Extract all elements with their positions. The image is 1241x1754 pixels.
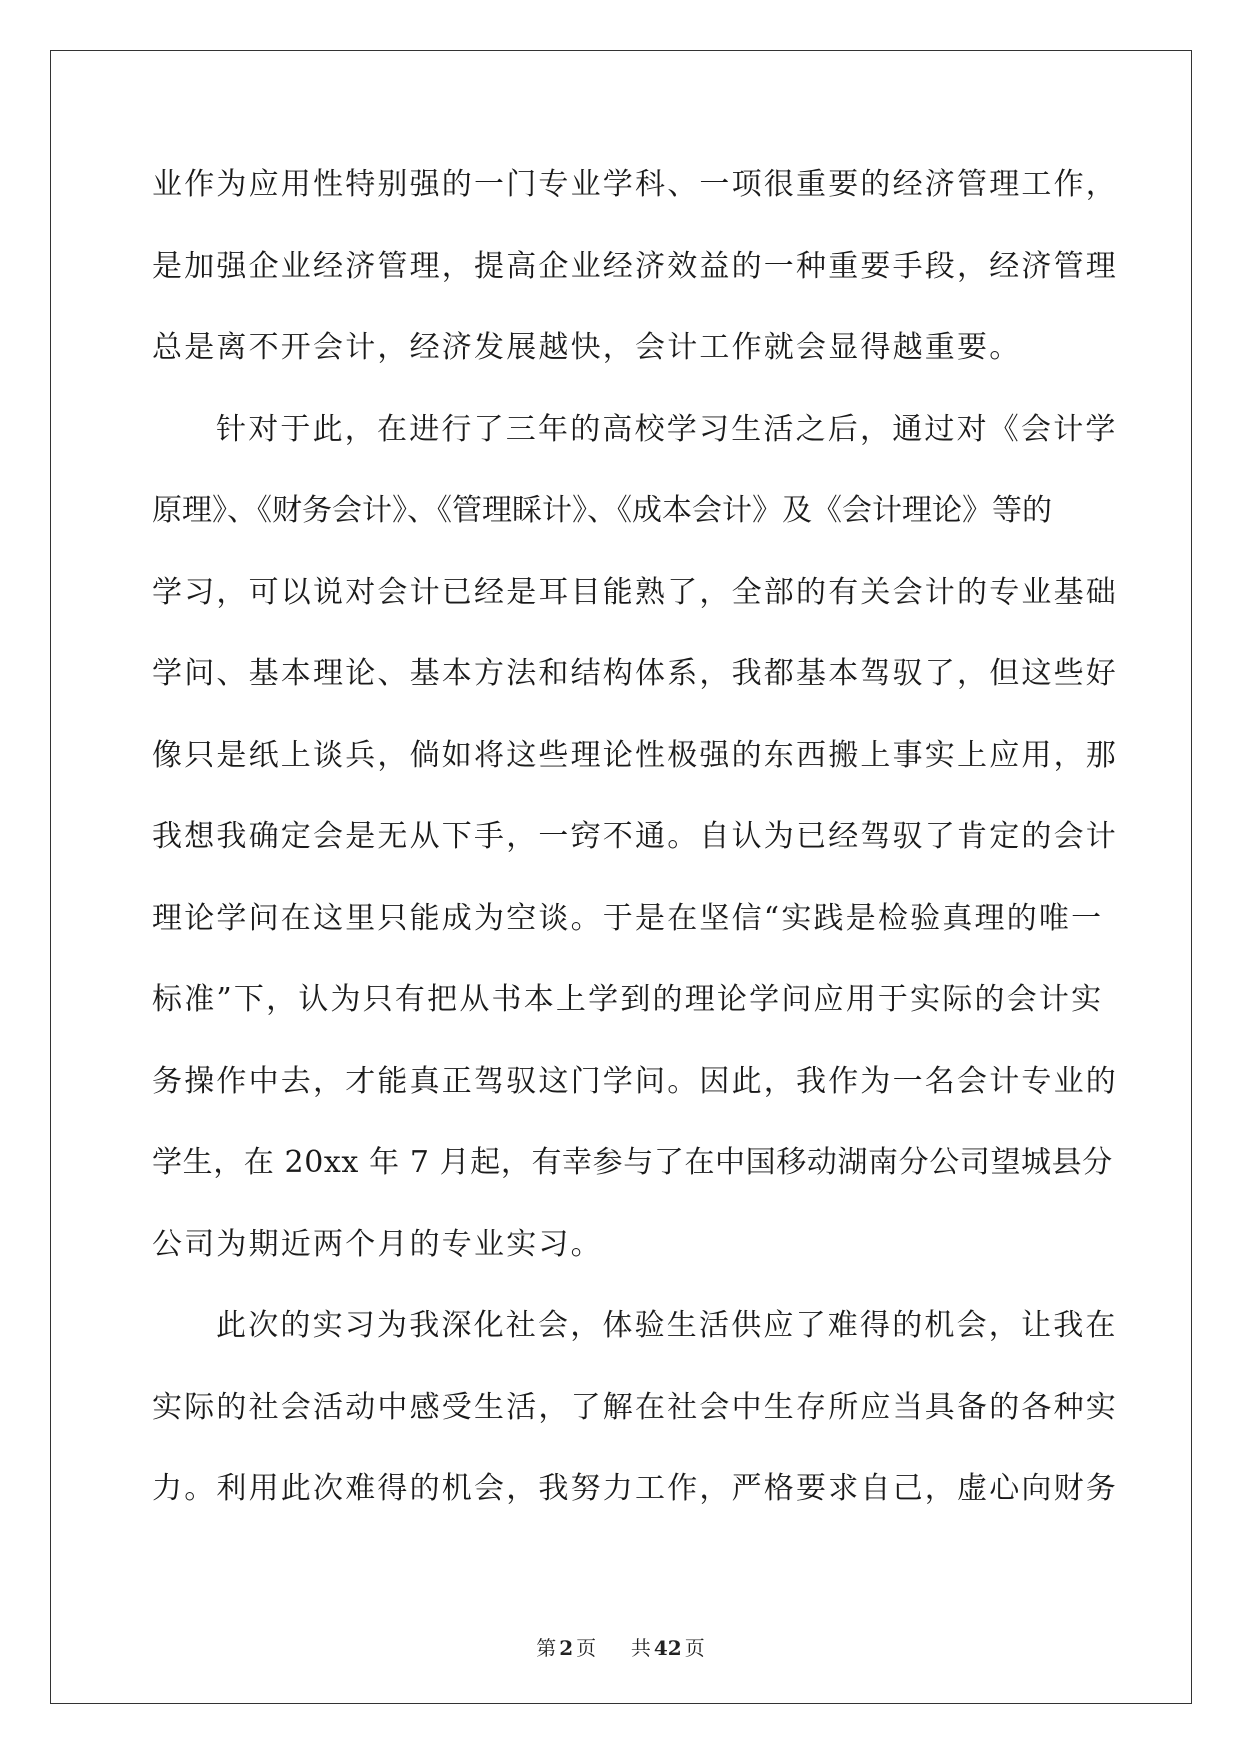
- text-line: 理论学问在这里只能成为空谈。于是在坚信“实践是检验真理的唯一: [152, 900, 1104, 936]
- total-pages-label: [631, 1632, 705, 1661]
- paragraph-start-line: 针对于此，在进行了三年的高校学习生活之后，通过对《会计学: [216, 411, 1118, 447]
- text-line: 像只是纸上谈兵，倘如将这些理论性极强的东西搬上事实上应用，那: [152, 737, 1118, 773]
- total-prefix: 共: [630, 1636, 651, 1660]
- page-prefix: 第: [536, 1636, 557, 1660]
- total-page-count: 42: [653, 1636, 682, 1660]
- text-line: 总是离不开会计，经济发展越快，会计工作就会显得越重要。: [152, 330, 1022, 365]
- text-line: 公司为期近两个月的专业实习。: [152, 1226, 603, 1262]
- paragraph-start-line: 此次的实习为我深化社会，体验生活供应了难得的机会，让我在: [216, 1308, 1118, 1343]
- text-line: 学生，在 20xx 年 7 月起，有幸参与了在中国移动湖南分公司望城县分: [152, 1145, 1113, 1180]
- current-page-number: 2: [559, 1636, 574, 1660]
- page-footer: [0, 1632, 1241, 1661]
- text-line: 实际的社会活动中感受生活，了解在社会中生存所应当具备的各种实: [152, 1389, 1118, 1425]
- text-line: 业作为应用性特别强的一门专业学科、一项很重要的经济管理工作，: [152, 167, 1118, 202]
- total-suffix: 页: [684, 1636, 705, 1660]
- text-line: 学习，可以说对会计已经是耳目能熟了，全部的有关会计的专业基础: [152, 574, 1118, 610]
- text-line: 标准”下，认为只有把从书本上学到的理论学问应用于实际的会计实: [152, 982, 1104, 1017]
- page-number-label: [536, 1632, 596, 1661]
- text-line: 是加强企业经济管理，提高企业经济效益的一种重要手段，经济管理: [152, 248, 1118, 284]
- text-line: 原理》、《财务会计》、《管理睬计》、《成本会计》及《会计理论》等的: [152, 493, 1052, 528]
- document-body: [152, 167, 1118, 1556]
- text-line: 学问、基本理论、基本方法和结构体系，我都基本驾驭了，但这些好: [152, 656, 1118, 691]
- text-line: 务操作中去，才能真正驾驭这门学问。因此，我作为一名会计专业的: [152, 1063, 1118, 1099]
- page-suffix: 页: [576, 1636, 597, 1660]
- text-line: 我想我确定会是无从下手，一窍不通。自认为已经驾驭了肯定的会计: [152, 819, 1118, 854]
- text-line: 力。利用此次难得的机会，我努力工作，严格要求自己，虚心向财务: [152, 1471, 1118, 1506]
